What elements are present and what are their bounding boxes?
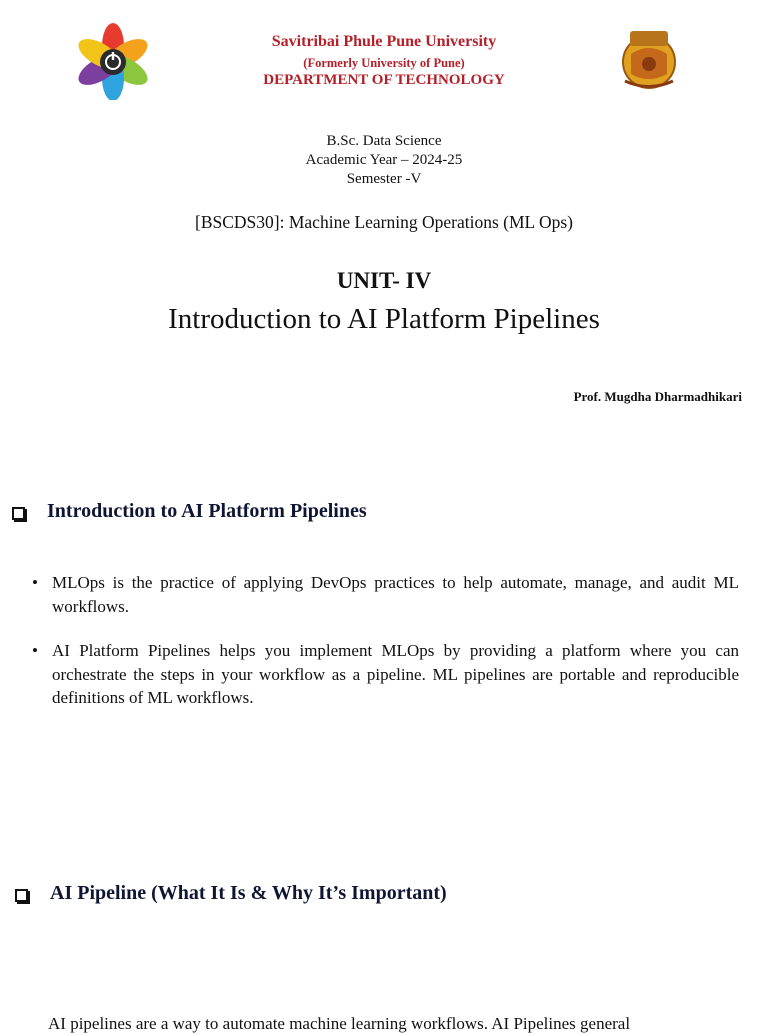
bullet-dot-icon: • xyxy=(32,641,38,660)
list-item: • AI Platform Pipelines helps you implement MLOps by providing a platform where you can orchestrate the steps in your workflow as a pipeline. ML pipelines are portable and reproducible definitions of ML workflows. xyxy=(32,641,739,707)
program-name: B.Sc. Data Science xyxy=(326,133,442,149)
department-name: DEPARTMENT OF TECHNOLOGY xyxy=(263,72,505,88)
section-heading: Introduction to AI Platform Pipelines xyxy=(47,500,367,522)
professor-name: Prof. Mugdha Dharmadhikari xyxy=(573,389,742,404)
checkbox-bullet-icon xyxy=(12,507,25,520)
section-heading: AI Pipeline (What It Is & Why It’s Important) xyxy=(50,882,447,904)
section-paragraph: AI pipelines are a way to automate machine learning workflows. AI Pipelines general xyxy=(48,1014,631,1033)
university-seal-icon xyxy=(611,24,691,94)
list-item: • MLOps is the practice of applying DevOps practices to help automate, manage, and audit ML workflows. xyxy=(32,573,739,616)
page-title: Introduction to AI Platform Pipelines xyxy=(168,303,600,335)
unit-number: UNIT- IV xyxy=(336,268,432,293)
academic-year: Academic Year – 2024-25 xyxy=(305,152,463,168)
bullet-dot-icon: • xyxy=(32,573,38,592)
checkbox-bullet-icon xyxy=(15,889,28,902)
university-name: Savitribai Phule Pune University xyxy=(271,33,497,50)
semester: Semester -V xyxy=(346,171,422,187)
subject-code-title: [BSCDS30]: Machine Learning Operations (ML Ops) xyxy=(195,212,573,232)
former-university-name: (Formerly University of Pune) xyxy=(303,56,465,70)
